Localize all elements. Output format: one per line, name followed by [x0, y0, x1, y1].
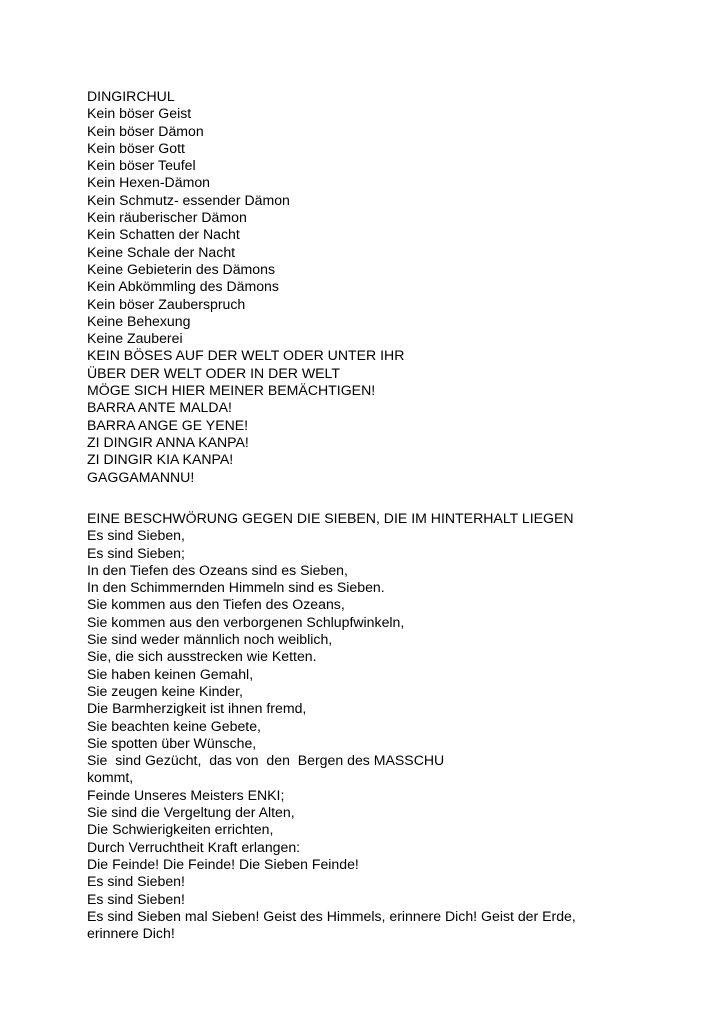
text-line: In den Schimmernden Himmeln sind es Sieben. [87, 579, 385, 596]
text-line: Sie sind die Vergeltung der Alten, [87, 804, 295, 821]
text-line: Keine Schale der Nacht [87, 243, 236, 260]
text-line: Kein böser Gott [87, 139, 185, 156]
text-line: Die Feinde! Die Feinde! Die Sieben Feinde! [87, 855, 359, 872]
text-line: Keine Behexung [87, 312, 191, 329]
section-dingirchul [87, 88, 707, 486]
text-line: Es sind Sieben! [87, 873, 185, 890]
text-line: Es sind Sieben, [87, 527, 185, 544]
text-line: Die Schwierigkeiten errichten, [87, 821, 274, 838]
text-line: Es sind Sieben mal Sieben! Geist des Himmels, erinnere Dich! Geist der Erde, [87, 907, 576, 924]
text-line: Kein räuberischer Dämon [87, 209, 247, 226]
text-line: Durch Verruchtheit Kraft erlangen: [87, 838, 301, 855]
text-line: In den Tiefen des Ozeans sind es Sieben, [87, 561, 348, 578]
text-line: BARRA ANGE GE YENE! [87, 416, 249, 433]
text-line: Sie kommen aus den verborgenen Schlupfwinkeln, [87, 613, 405, 630]
text-line: ZI DINGIR KIA KANPA! [87, 451, 234, 468]
text-line: BARRA ANTE MALDA! [87, 399, 232, 416]
text-line: Kein Hexen-Dämon [87, 174, 210, 191]
text-line: Sie kommen aus den Tiefen des Ozeans, [87, 596, 345, 613]
text-line: Keine Zauberei [87, 330, 183, 347]
text-line: Kein böser Geist [87, 105, 192, 122]
text-line: Sie sind Gezücht, das von den Bergen des MASSCHU [87, 752, 445, 769]
text-line: Es sind Sieben! [87, 890, 185, 907]
text-line: Kein böser Dämon [87, 122, 204, 139]
text-line: erinnere Dich! [87, 925, 175, 942]
section-heading: EINE BESCHWÖRUNG GEGEN DIE SIEBEN, DIE IM HINTERHALT LIEGEN [87, 510, 574, 526]
text-line: Sie zeugen keine Kinder, [87, 682, 243, 699]
text-line: Sie haben keinen Gemahl, [87, 665, 254, 682]
text-line: Sie sind weder männlich noch weiblich, [87, 631, 333, 648]
text-line: Kein böser Zauberspruch [87, 295, 246, 312]
text-line: Sie spotten über Wünsche, [87, 734, 257, 751]
text-line: GAGGAMANNU! [87, 468, 195, 485]
text-line: ZI DINGIR ANNA KANPA! [87, 433, 249, 450]
text-line: Kein Abkömmling des Dämons [87, 278, 279, 295]
text-line: Es sind Sieben; [87, 544, 185, 561]
text-line: MÖGE SICH HIER MEINER BEMÄCHTIGEN! [87, 382, 376, 399]
text-line: DINGIRCHUL [87, 88, 175, 104]
text-line: KEIN BÖSES AUF DER WELT ODER UNTER IHR [87, 347, 405, 364]
text-line: Sie beachten keine Gebete, [87, 717, 261, 734]
text-line: Sie, die sich ausstrecken wie Ketten. [87, 648, 317, 665]
text-line: Keine Gebieterin des Dämons [87, 260, 276, 277]
text-line: Kein Schatten der Nacht [87, 226, 240, 243]
text-line: ÜBER DER WELT ODER IN DER WELT [87, 364, 340, 381]
text-line: Die Barmherzigkeit ist ihnen fremd, [87, 700, 307, 717]
text-line: Kein Schmutz- essender Dämon [87, 191, 290, 208]
section-beschwoerung [87, 510, 707, 942]
text-line: kommt, [87, 769, 134, 786]
text-line: Feinde Unseres Meisters ENKI; [87, 786, 285, 803]
text-line: Kein böser Teufel [87, 157, 196, 174]
